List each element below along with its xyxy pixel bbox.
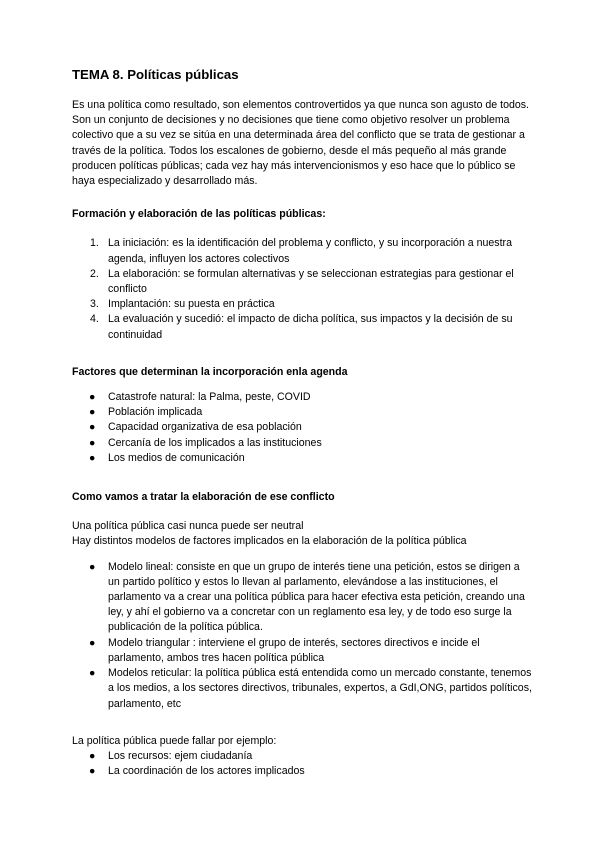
document-page xyxy=(72,66,534,779)
paragraph: La política pública puede fallar por ejemplo: xyxy=(72,734,277,747)
list-item xyxy=(72,267,534,297)
list-item xyxy=(72,420,534,435)
list-item xyxy=(72,666,534,712)
list-item-text: Catastrofe natural: la Palma, peste, COVID xyxy=(108,391,311,404)
list-item xyxy=(72,405,534,420)
bullet-list xyxy=(72,560,534,712)
list-item-text: La coordinación de los actores implicados xyxy=(108,765,305,778)
list-item xyxy=(72,297,534,312)
bullet-icon: ● xyxy=(89,421,96,434)
list-item xyxy=(72,390,534,405)
list-item xyxy=(72,236,534,266)
list-item-text: La iniciación: es la identificación del problema y conflicto, y su incorporación a nuestra agenda, influyen los actores colectivos xyxy=(108,237,512,265)
list-number: 4. xyxy=(90,313,99,326)
list-item-text: Población implicada xyxy=(108,406,203,419)
bullet-icon: ● xyxy=(89,749,96,762)
list-item-text: Los medios de comunicación xyxy=(108,451,245,464)
section-heading-elaboracion: Como vamos a tratar la elaboración de ese conflicto xyxy=(72,491,335,504)
section-heading-factores: Factores que determinan la incorporación enla agenda xyxy=(72,365,348,378)
list-item-text: La elaboración: se formulan alternativas y se seleccionan estrategias para gestionar el conflicto xyxy=(108,267,514,296)
bullet-icon: ● xyxy=(89,391,96,404)
numbered-list xyxy=(72,236,534,342)
list-item-text: Los recursos: ejem ciudadanía xyxy=(108,749,253,762)
list-number: 2. xyxy=(90,267,99,280)
section-text xyxy=(72,519,534,549)
list-item xyxy=(72,451,534,466)
list-item-text: Modelos reticular: la política pública está entendida como un mercado constante, tenemos a los medios, a los sectores directivos, tribunales, expertos, a GdI,ONG, partidos políticos, parlamento, etc xyxy=(108,667,532,710)
list-item xyxy=(72,636,534,666)
bullet-icon: ● xyxy=(89,436,96,449)
list-item-text: Implantación: su puesta en práctica xyxy=(108,298,275,311)
page-title: TEMA 8. Políticas públicas xyxy=(72,67,239,82)
intro-paragraph: Es una política como resultado, son elementos controvertidos ya que nunca son agusto de todos. xyxy=(72,99,529,111)
bullet-icon: ● xyxy=(89,451,96,464)
paragraph: Una política pública casi nunca puede ser neutral xyxy=(72,520,304,533)
bullet-icon: ● xyxy=(89,765,96,778)
bullet-list xyxy=(72,390,534,466)
bullet-list xyxy=(72,749,534,779)
bullet-icon: ● xyxy=(89,560,96,573)
list-item-text: Modelo triangular : interviene el grupo de interés, sectores directivos e incide el parlamento, ambos tres hacen política pública xyxy=(108,636,480,664)
bullet-icon: ● xyxy=(89,636,96,649)
list-item xyxy=(72,312,534,342)
list-item xyxy=(72,749,534,764)
intro-paragraph: Son un conjunto de decisiones y no decisiones que tiene como objetivo resolver un problema colectivo que a su vez se sitúa en una determinada área del conflicto que se trata de gestionar a través de la política. Todos los escalones de gobierno, desde el más pequeño al más grande producen políticas públicas; cada vez hay más intervencionismos y eso hace que lo público se haya especializado y desarrollado más. xyxy=(72,114,525,188)
list-item-text: Cercanía de los implicados a las instituciones xyxy=(108,436,322,449)
bullet-icon: ● xyxy=(89,406,96,419)
list-item xyxy=(72,436,534,451)
section-heading-formacion: Formación y elaboración de las políticas públicas: xyxy=(72,208,326,221)
intro-text xyxy=(72,98,534,189)
list-item-text: Modelo lineal: consiste en que un grupo de interés tiene una petición, estos se dirigen a un partido político y estos lo llevan al parlamento, elevándose a las instituciones, el parlamento va a crear una política pública para hacer efectiva esta petición, creando una ley, y ahí el gobierno va a concretar con un reglamento esa ley, y de todo eso surge la publicación de la política pública. xyxy=(108,560,525,634)
list-number: 1. xyxy=(90,237,99,250)
list-item-text: La evaluación y sucedió: el impacto de dicha política, sus impactos y la decisión de su continuidad xyxy=(108,313,513,341)
list-item-text: Capacidad organizativa de esa población xyxy=(108,421,302,434)
bullet-icon: ● xyxy=(89,667,96,680)
list-item xyxy=(72,764,534,779)
paragraph: Hay distintos modelos de factores implicados en la elaboración de la política pública xyxy=(72,535,467,548)
list-number: 3. xyxy=(90,298,99,311)
list-item xyxy=(72,560,534,636)
